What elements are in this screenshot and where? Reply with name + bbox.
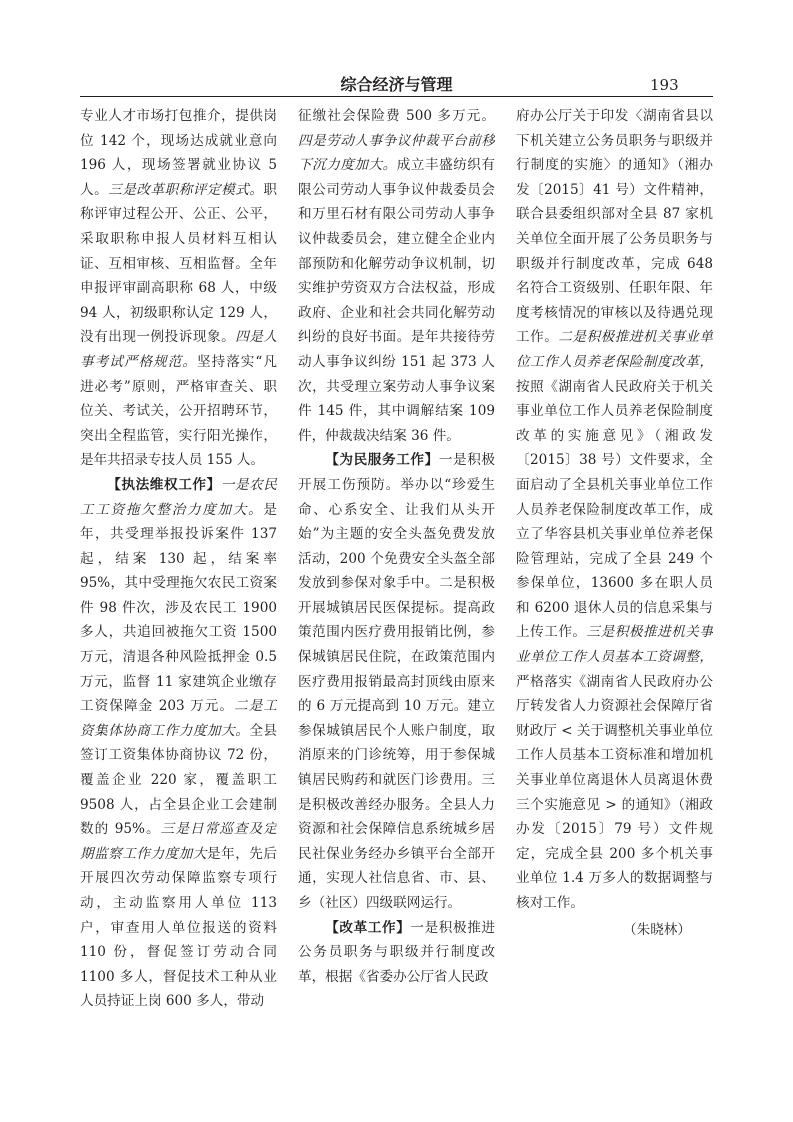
text-run: 专业人才市场打包推介，提供岗位 142 个，现场达成就业意向 196 人，现场签署就业协议 5 人。: [80, 108, 277, 198]
paragraph: [298, 104, 495, 448]
column-3: [516, 104, 713, 1064]
column-1: [80, 104, 277, 1064]
subheading-run: 四是劳动人事争议仲裁平台前移下沉力度加大。: [298, 132, 495, 174]
text-run: 一是积极开展工伤预防。举办以“珍爱生命、心系安全、让我们从头开始”为主题的安全头盔免费发放活动，200 个免费安全头盔全部发放到参保对象手中。二是积极开展城镇居民医保提标。提高政策范围内医疗费用报销比例，参保城镇居民住院，在政策范围内医疗费用报销最高封顶线由原来的 6 万元提高到 10 万元。建立参保城镇居民个人账户制度，取消原来的门诊统筹，用于参保城镇居民购药和就医门诊费用。三是积极改善经办服务。全县人力资源和社会保障信息系统城乡居民社保业务经办乡镇平台全部开通，实现人社信息省、市、县、乡（社区）四级联网运行。: [298, 452, 495, 911]
subheading-run: 四是人事考试严格规范。: [80, 329, 277, 370]
text-run: 征缴社会保险费 500 多万元。: [298, 108, 495, 124]
subheading-run: 一是农民工工资拖欠整治力度加大。: [80, 476, 277, 518]
paragraph: [80, 104, 277, 473]
text-run: 按照《湖南省人民政府关于机关事业单位工作人员养老保险制度改革的实施意见》（湘政发〔2015〕38 号）文件要求，全面启动了全县机关事业单位工作人员养老保险制度改革工作，成立了华容县机关事业单位养老保险管理站，完成了全县 249 个参保单位，13600 多在职人员和 6200 退休人员的信息采集与上传工作。: [516, 378, 713, 641]
subheading-run: 三是积极推进机关事业单位工作人员基本工资调整，: [516, 624, 713, 666]
subheading-run: 三是日常巡查及定期监察工作力度加大: [80, 821, 277, 862]
paragraph: [516, 104, 713, 916]
text-run: 是年，共受理举报投诉案件 137 起，结案 130 起，结案率 95%，其中受理拖欠农民工资案件 98 件次，涉及农民工 1900 多人，共追回被拖欠工资 1500 万元，清退各种风险抵押金 0.5 万元，监督 11 家建筑企业缴存工资保障金 203 万元。: [80, 501, 277, 715]
author-credit: （朱晓林）: [623, 921, 691, 938]
column-2: [298, 104, 495, 1064]
header-divider: [80, 96, 713, 97]
text-run: 是年，先后开展四次劳动保障监察专项行动，主动监察用人单位 113 户，审查用人单位报送的资料 110 份，督促签订劳动合同 1100 多人，督促技术工种从业人员持证上岗 600 多人，带动: [80, 845, 277, 1010]
text-run: 一是积极推进公务员职务与职级并行制度改革，根据《省委办公厅省人民政: [298, 919, 495, 985]
text-run: 府办公厅关于印发〈湖南省县以下机关建立公务员职务与职级并行制度的实施〉的通知》（湘办发〔2015〕41 号）文件精神，联合县委组织部对全县 87 家机关单位全面开展了公务员职务与职级并行制度改革，完成 648 名符合工资级别、任职年限、年度考核情况的审核以及待遇兑现工作。: [516, 108, 713, 346]
paragraph: [298, 916, 495, 990]
text-run: 坚持落实“凡进必考”原则，严格审查关、职位关、考试关，公开招聘环节，突出全程监管，实行阳光操作，是年共招录专技人员 155 人。: [80, 353, 277, 469]
section-title: 综合经济与管理: [340, 75, 453, 94]
subheading-run: 二是工资集体协商工作力度加大。: [80, 698, 277, 739]
text-run: 全县签订工资集体协商协议 72 份，覆盖企业 220 家，覆盖职工 9508 人，占全县企业工会建制数的 95%。: [80, 722, 277, 838]
subheading-run: 二是积极推进机关事业单位工作人员养老保险制度改革，: [516, 329, 713, 370]
paragraph: [298, 448, 495, 915]
subheading-run: 三是改革职称评定模式。: [108, 181, 264, 198]
text-run: 成立丰盛纺织有限公司劳动人事争议仲裁委员会和万里石材有限公司劳动人事争议仲裁委员会，建立健全企业内部预防和化解劳动争议机制，切实维护劳资双方合法权益，形成政府、企业和社会共同化解劳动纠纷的良好书面。是年共接待劳动人事争议纠纷 151 起 373 人次，共受理立案劳动人事争议案件 145 件，其中调解结案 109 件，仲裁裁决结案 36 件。: [298, 157, 495, 444]
section-heading: 【为民服务工作】: [325, 452, 439, 469]
section-heading: 【改革工作】: [325, 919, 411, 936]
text-run: 职称评审过程公开、公正、公平，采取职称申报人员材料互相认证、互相审核、互相监督。全年申报评审副高职称 68 人，中级 94 人，初级职称认定 129 人，没有出现一例投诉现象。: [80, 181, 277, 346]
paragraph: [80, 473, 277, 1014]
text-run: 严格落实《湖南省人民政府办公厅转发省人力资源社会保障厅省财政厅 < 关于调整机关事业单位工作人员基本工资标准和增加机关事业单位离退休人员离退休费三个实施意见 > 的通知》（湘政办发〔2015〕79 号）文件规定，完成全县 200 多个机关事业单位 1.4 万多人的数据调整与核对工作。: [516, 673, 713, 911]
page-number: 193: [650, 76, 679, 94]
section-heading: 【执法维权工作】: [107, 476, 221, 493]
